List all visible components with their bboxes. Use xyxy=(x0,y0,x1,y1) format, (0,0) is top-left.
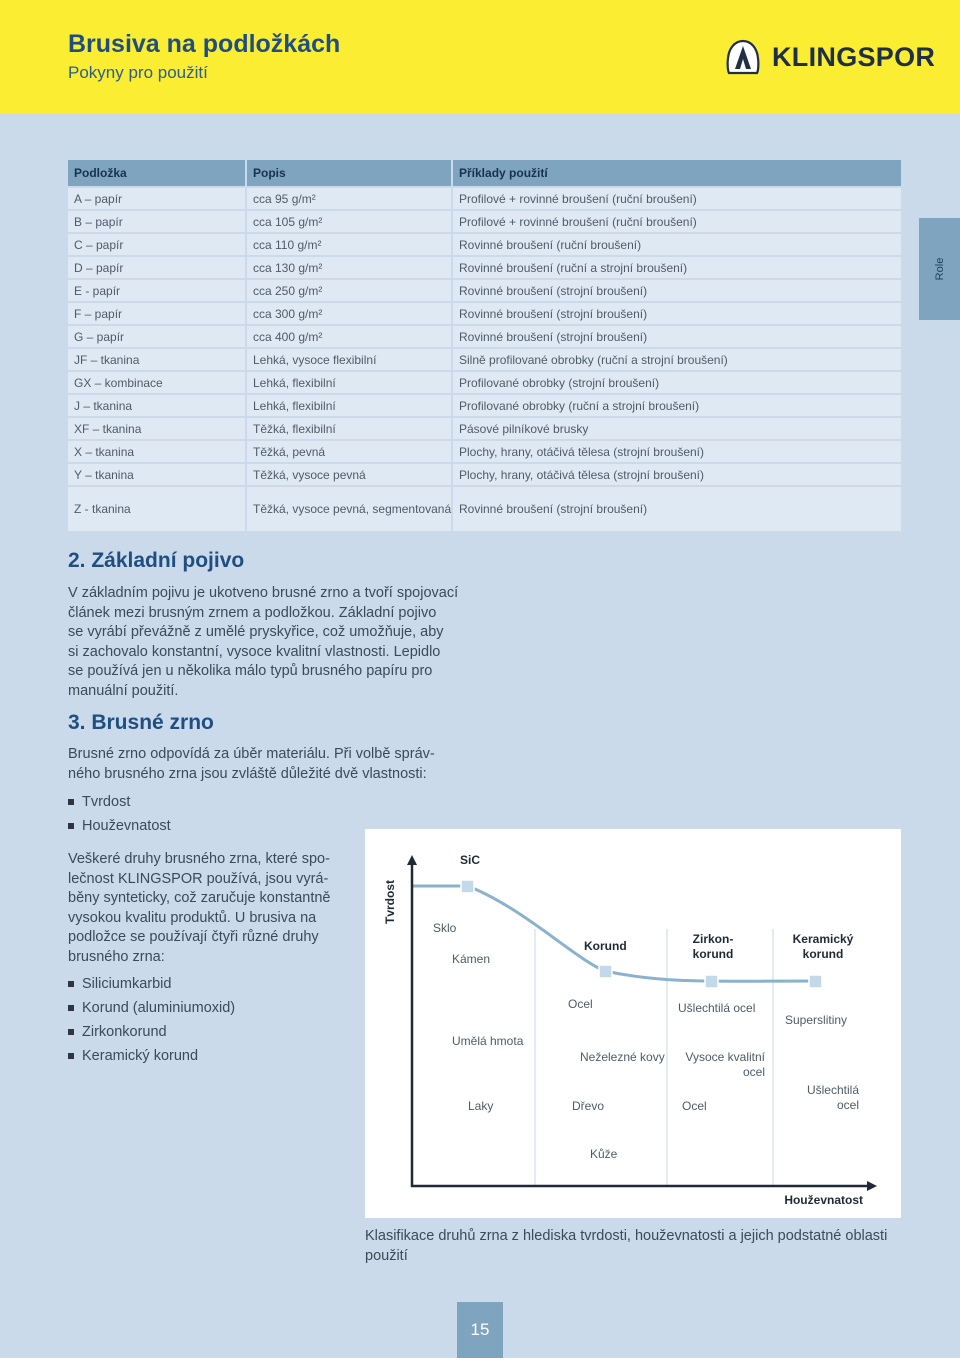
cell-examples: Profilované obrobky (strojní broušení) xyxy=(452,371,901,394)
grain-label-zirkonkorund: korund xyxy=(692,947,734,961)
klingspor-logo xyxy=(724,38,935,76)
cell-description: Lehká, flexibilní xyxy=(246,394,452,417)
page-subtitle: Pokyny pro použití xyxy=(68,63,208,82)
list-item xyxy=(68,814,171,838)
cell-description: cca 105 g/m² xyxy=(246,210,452,233)
table-row xyxy=(68,394,901,417)
list-item-label: Tvrdost xyxy=(82,794,131,810)
cell-backing: GX – kombinace xyxy=(68,371,246,394)
cell-examples: Rovinné broušení (strojní broušení) xyxy=(452,279,901,302)
cell-examples: Plochy, hrany, otáčivá tělesa (strojní broušení) xyxy=(452,463,901,486)
bullet-square-icon xyxy=(68,981,74,987)
cell-description: cca 130 g/m² xyxy=(246,256,452,279)
list-item xyxy=(68,790,171,814)
paragraph-line: V základním pojivu je ukotveno brusné zrno a tvoří spojovací xyxy=(68,585,459,601)
grain-marker-korund xyxy=(599,965,612,978)
cell-examples: Rovinné broušení (strojní broušení) xyxy=(452,302,901,325)
cell-description: cca 95 g/m² xyxy=(246,187,452,210)
paragraph-line: lečnost KLINGSPOR používá, jsou vyrá- xyxy=(68,870,329,887)
x-axis-label: Houževnatost xyxy=(784,1193,863,1207)
material-label: Ušlechtilá ocel xyxy=(678,1001,756,1015)
list-item xyxy=(68,1020,235,1044)
material-label: Ocel xyxy=(682,1099,707,1113)
hardness-curve xyxy=(412,886,816,981)
cell-description: cca 250 g/m² xyxy=(246,279,452,302)
table-row xyxy=(68,256,901,279)
cell-examples: Rovinné broušení (ruční broušení) xyxy=(452,233,901,256)
grain-label-keramicky-korund: korund xyxy=(802,947,844,961)
table-row xyxy=(68,417,901,440)
table-row xyxy=(68,348,901,371)
diagram-svg xyxy=(365,829,901,1218)
cell-backing: Y – tkanina xyxy=(68,463,246,486)
table-row xyxy=(68,210,901,233)
cell-backing: JF – tkanina xyxy=(68,348,246,371)
material-label: ocel xyxy=(742,1065,765,1079)
page-number: 15 xyxy=(457,1302,503,1358)
logo-text: KLINGSPOR xyxy=(772,41,936,72)
grain-marker-zirkonkorund xyxy=(705,975,718,988)
cell-examples: Rovinné broušení (ruční a strojní broušení) xyxy=(452,256,901,279)
cell-description: cca 110 g/m² xyxy=(246,233,452,256)
y-axis-arrow-icon xyxy=(407,855,417,865)
grain-marker-keramicky-korund xyxy=(809,975,822,988)
cell-description: Těžká, flexibilní xyxy=(246,417,452,440)
cell-backing: D – papír xyxy=(68,256,246,279)
paragraph-line: ného brusného zrna jsou zvláště důležité dvě vlastnosti: xyxy=(68,765,427,782)
grain-label-korund: Korund xyxy=(584,939,627,953)
grain-type-list xyxy=(68,972,235,1068)
cell-description: cca 300 g/m² xyxy=(246,302,452,325)
cell-examples: Profilové + rovinné broušení (ruční broušení) xyxy=(452,187,901,210)
paragraph-line: Veškeré druhy brusného zrna, které spo- xyxy=(68,851,330,867)
material-label: Vysoce kvalitní xyxy=(685,1050,765,1064)
section-heading-grain: 3. Brusné zrno xyxy=(68,711,214,734)
material-label: Sklo xyxy=(433,921,457,935)
section-heading-binder: 2. Základní pojivo xyxy=(68,549,245,572)
bullet-square-icon xyxy=(68,1053,74,1059)
cell-examples: Rovinné broušení (strojní broušení) xyxy=(452,325,901,348)
material-label: Ušlechtilá xyxy=(806,1083,859,1097)
table-row xyxy=(68,486,901,532)
side-tab-role[interactable] xyxy=(919,218,960,320)
paragraph-line: článek mezi brusným zrnem a podložkou. Základní pojivo xyxy=(68,604,437,621)
list-item-label: Houževnatost xyxy=(82,818,171,834)
bullet-square-icon xyxy=(68,799,74,805)
material-label: ocel xyxy=(836,1098,859,1112)
list-item xyxy=(68,972,235,996)
table-header-row xyxy=(68,160,901,187)
column-header-examples: Příklady použití xyxy=(452,160,901,187)
list-item-label: Siliciumkarbid xyxy=(82,976,172,992)
cell-description: cca 400 g/m² xyxy=(246,325,452,348)
hardness-toughness-diagram xyxy=(365,829,901,1218)
material-label: Dřevo xyxy=(572,1099,605,1113)
klingspor-emblem-icon xyxy=(724,38,762,76)
table-row xyxy=(68,187,901,210)
cell-examples: Silně profilované obrobky (ruční a strojní broušení) xyxy=(452,348,901,371)
paragraph-line: se vyrábí převážně z umělé pryskyřice, což umožňuje, aby xyxy=(68,624,444,640)
cell-examples: Rovinné broušení (strojní broušení) xyxy=(452,486,901,532)
cell-description: Lehká, flexibilní xyxy=(246,371,452,394)
page-title: Brusiva na podložkách xyxy=(68,30,341,58)
list-item xyxy=(68,996,235,1020)
paragraph-line: se používá jen u několika málo typů brusného papíru pro xyxy=(68,663,433,679)
table-row xyxy=(68,233,901,256)
cell-backing: G – papír xyxy=(68,325,246,348)
cell-description: Těžká, pevná xyxy=(246,440,452,463)
material-label: Ocel xyxy=(568,997,593,1011)
backing-table xyxy=(68,160,901,533)
binder-paragraph xyxy=(68,584,458,701)
material-label: Neželezné kovy xyxy=(580,1050,665,1064)
cell-description: Těžká, vysoce pevná xyxy=(246,463,452,486)
cell-description: Lehká, vysoce flexibilní xyxy=(246,348,452,371)
material-label: Superslitiny xyxy=(785,1013,848,1027)
y-axis-label: Tvrdost xyxy=(383,879,397,924)
cell-description: Těžká, vysoce pevná, segmentovaná xyxy=(246,486,452,532)
list-item xyxy=(68,1044,235,1068)
grain-intro-paragraph xyxy=(68,745,435,784)
material-label: Kámen xyxy=(452,952,491,966)
table-row xyxy=(68,279,901,302)
paragraph-line: podložce se používají čtyři různé druhy xyxy=(68,929,319,945)
grain-body-paragraph xyxy=(68,850,330,967)
table-row xyxy=(68,371,901,394)
list-item-label: Keramický korund xyxy=(82,1048,199,1064)
cell-backing: B – papír xyxy=(68,210,246,233)
page-header xyxy=(0,0,960,114)
paragraph-line: brusného zrna: xyxy=(68,948,165,965)
column-header-description: Popis xyxy=(246,160,452,187)
cell-backing: F – papír xyxy=(68,302,246,325)
grain-label-keramicky-korund: Keramický xyxy=(792,932,854,946)
cell-examples: Profilové + rovinné broušení (ruční broušení) xyxy=(452,210,901,233)
cell-backing: A – papír xyxy=(68,187,246,210)
cell-backing: E - papír xyxy=(68,279,246,302)
cell-backing: Z - tkanina xyxy=(68,486,246,532)
bullet-square-icon xyxy=(68,823,74,829)
x-axis-arrow-icon xyxy=(867,1181,877,1191)
material-label: Laky xyxy=(468,1099,494,1113)
grain-marker-sic xyxy=(461,880,474,893)
cell-backing: C – papír xyxy=(68,233,246,256)
cell-examples: Pásové pilníkové brusky xyxy=(452,417,901,440)
bullet-square-icon xyxy=(68,1029,74,1035)
grain-label-sic: SiC xyxy=(460,853,481,867)
table-row xyxy=(68,325,901,348)
table-row xyxy=(68,440,901,463)
cell-backing: J – tkanina xyxy=(68,394,246,417)
diagram-caption: Klasifikace druhů zrna z hlediska tvrdosti, houževnatosti a jejich podstatné oblasti použití xyxy=(365,1228,888,1264)
paragraph-line: vysokou kvalitu produktů. U brusiva na xyxy=(68,909,317,926)
paragraph-line: manuální použití. xyxy=(68,682,179,699)
column-header-backing: Podložka xyxy=(68,160,246,187)
cell-examples: Plochy, hrany, otáčivá tělesa (strojní broušení) xyxy=(452,440,901,463)
list-item-label: Korund (aluminiumoxid) xyxy=(82,1000,236,1016)
paragraph-line: Brusné zrno odpovídá za úběr materiálu. Při volbě správ- xyxy=(68,746,435,762)
paragraph-line: běny synteticky, což zaručuje konstantně xyxy=(68,890,331,906)
paragraph-line: si zachovalo konstantní, vysoce kvalitní vlastnosti. Lepidlo xyxy=(68,643,441,660)
grain-label-zirkonkorund: Zirkon- xyxy=(692,932,734,946)
list-item-label: Zirkonkorund xyxy=(82,1024,167,1040)
material-label: Kůže xyxy=(590,1147,618,1161)
property-list xyxy=(68,790,171,838)
cell-backing: X – tkanina xyxy=(68,440,246,463)
bullet-square-icon xyxy=(68,1005,74,1011)
cell-backing: XF – tkanina xyxy=(68,417,246,440)
cell-examples: Profilované obrobky (ruční a strojní broušení) xyxy=(452,394,901,417)
side-tab-label: Role xyxy=(933,257,946,281)
table-row xyxy=(68,463,901,486)
material-label: Umělá hmota xyxy=(452,1034,524,1048)
table-row xyxy=(68,302,901,325)
